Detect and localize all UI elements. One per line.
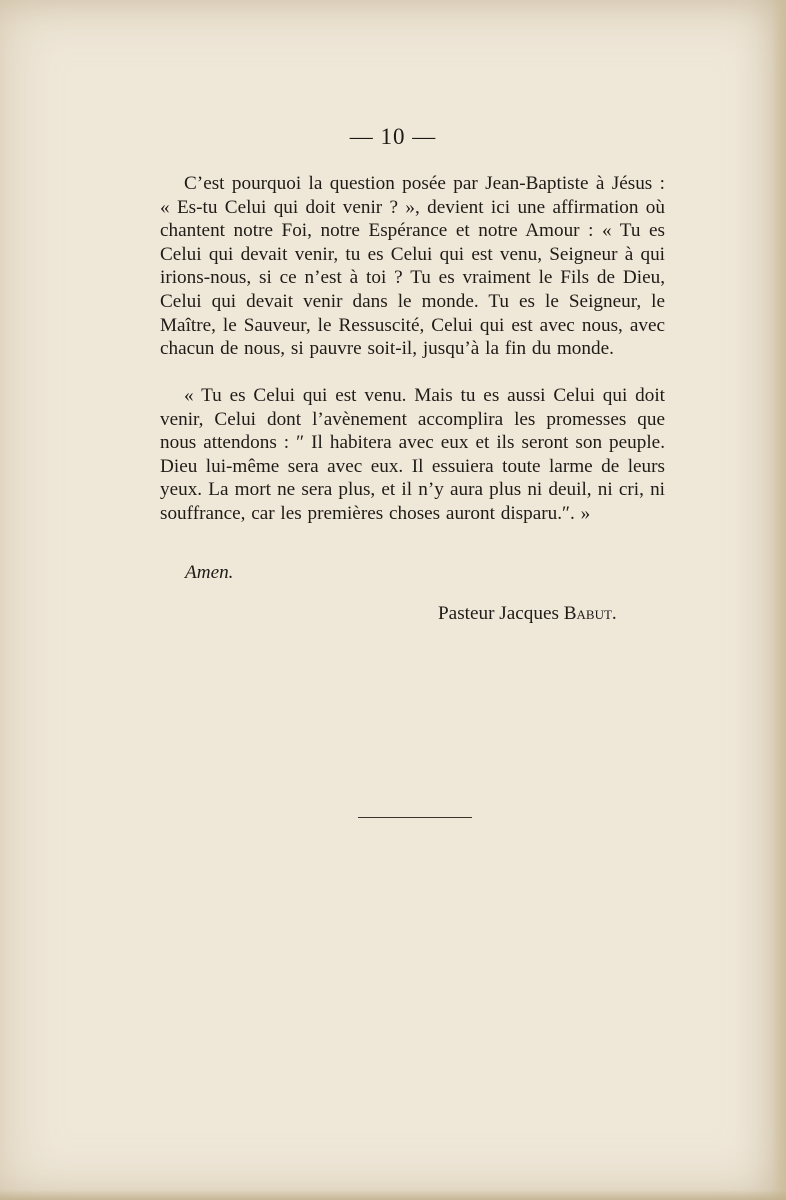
signature-surname: Babut. [563,603,617,624]
signature-prefix: Pasteur Jacques [438,603,559,624]
end-rule [358,817,472,818]
page-bottom-shadow [0,1190,786,1200]
page-number: — 10 — [349,124,437,149]
paragraph-2: « Tu es Celui qui est venu. Mais tu es aussi Celui qui doit venir, Celui dont l’avènement accomplira les promesses que nous attendons : ″ Il habitera avec eux et ils seront son peuple. Dieu lui-même sera avec eux. Il essuiera toute larme de leurs yeux. La mort ne sera plus, et il n’y aura plus ni deuil, ni cri, ni souffrance, car les premières choses auront disparu.″. » [160,385,665,524]
paragraph-1: C’est pourquoi la question posée par Jean-Baptiste à Jésus : « Es-tu Celui qui doit venir ? », devient ici une affirmation où chantent notre Foi, notre Espérance et notre Amour : « Tu es Celui qui devait venir, tu es Celui qui est venu, Seigneur à qui irions-nous, si ce n’est à toi ? Tu es vraiment le Fils de Dieu, Celui qui devait venir dans le monde. Tu es le Seigneur, le Maître, le Sauveur, le Ressuscité, Celui qui est avec nous, avec chacun de nous, si pauvre soit-il, jusqu’à la fin du monde. [160,173,665,360]
closing-amen: Amen. [185,562,234,583]
page-edge-shadow [772,0,786,1200]
signature [438,603,617,625]
